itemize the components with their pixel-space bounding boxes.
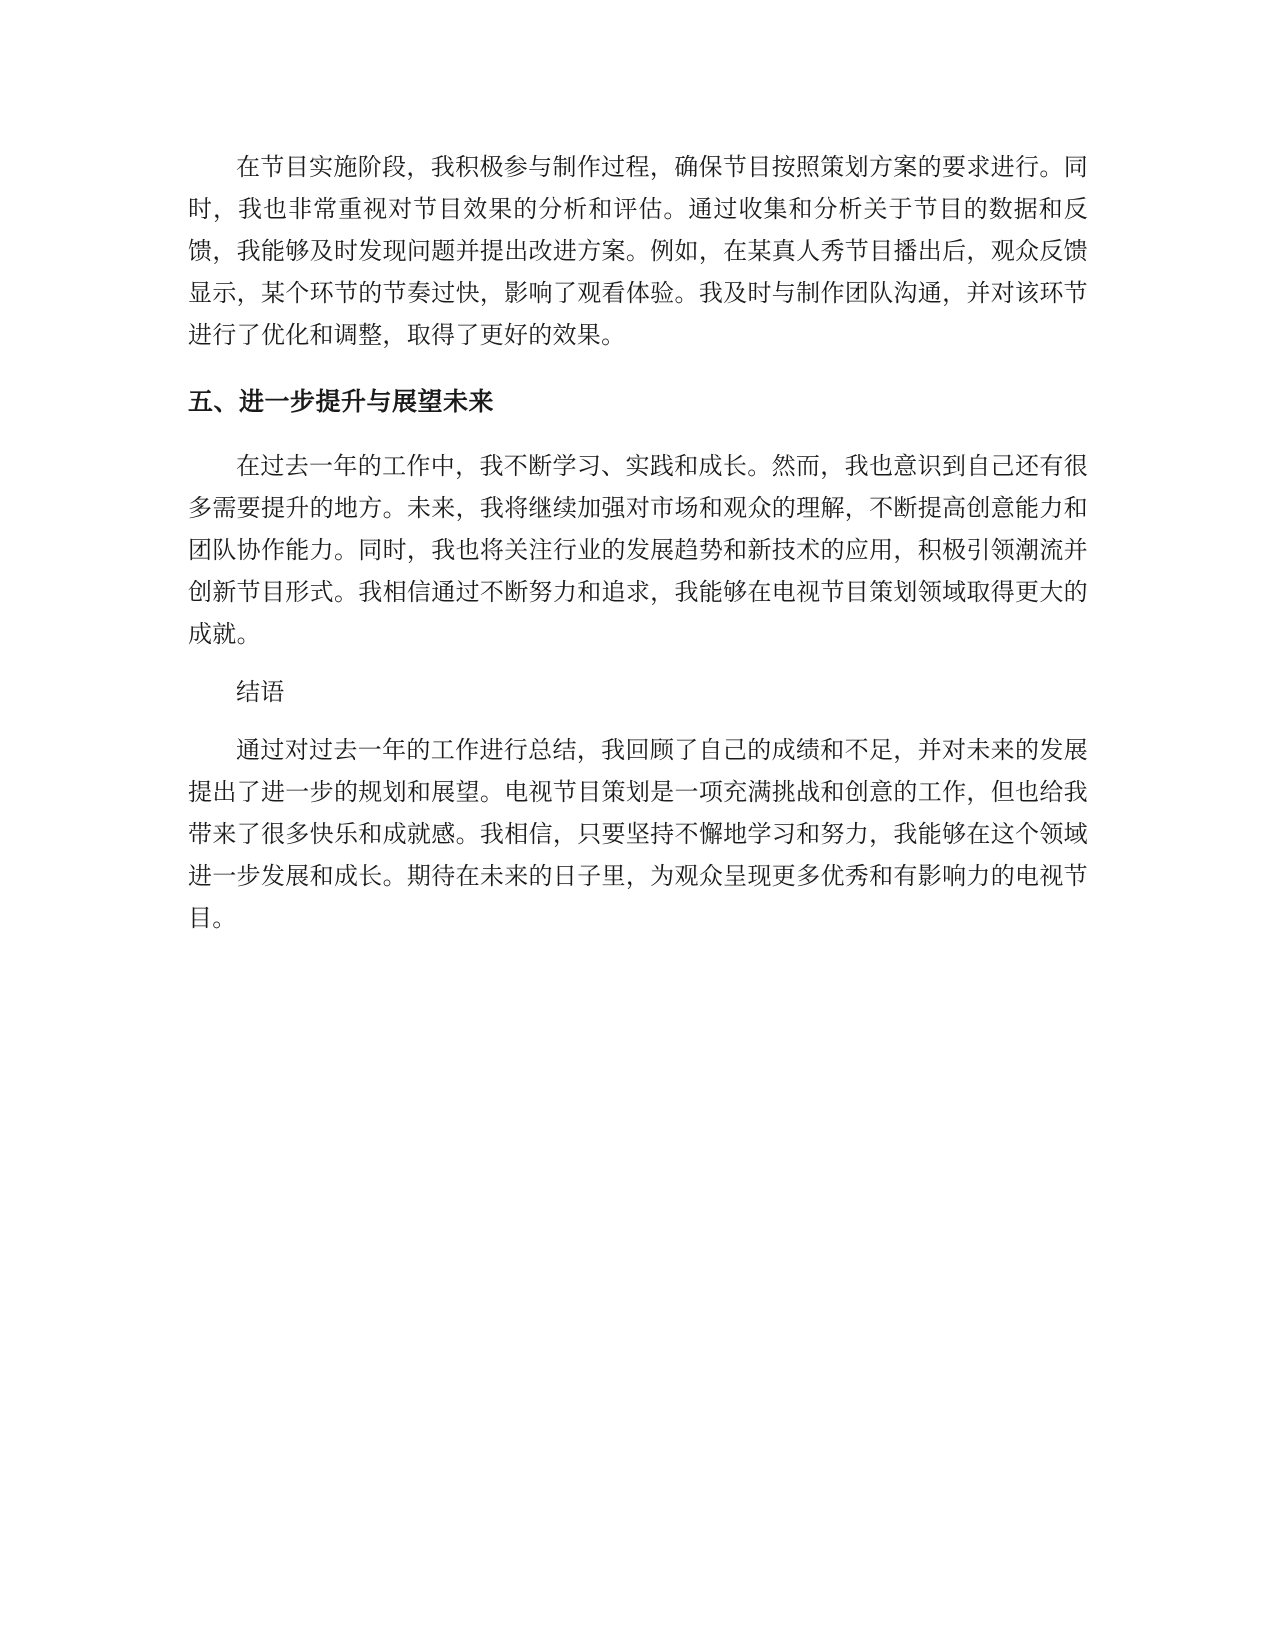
paragraph-implementation: 在节目实施阶段，我积极参与制作过程，确保节目按照策划方案的要求进行。同时，我也非常重视对节目效果的分析和评估。通过收集和分析关于节目的数据和反馈，我能够及时发现问题并提出改进方案。例如，在某真人秀节目播出后，观众反馈显示，某个环节的节奏过快，影响了观看体验。我及时与制作团队沟通，并对该环节进行了优化和调整，取得了更好的效果。 [188, 153, 1088, 349]
paragraph-conclusion: 通过对过去一年的工作进行总结，我回顾了自己的成绩和不足，并对未来的发展提出了进一步的规划和展望。电视节目策划是一项充满挑战和创意的工作，但也给我带来了很多快乐和成就感。我相信，只要坚持不懈地学习和努力，我能够在这个领域进一步发展和成长。期待在未来的日子里，为观众呈现更多优秀和有影响力的电视节目。 [188, 736, 1088, 932]
document-page [188, 146, 1088, 939]
conclusion-label: 结语 [236, 678, 285, 706]
paragraph-outlook: 在过去一年的工作中，我不断学习、实践和成长。然而，我也意识到自己还有很多需要提升的地方。未来，我将继续加强对市场和观众的理解，不断提高创意能力和团队协作能力。同时，我也将关注行业的发展趋势和新技术的应用，积极引领潮流并创新节目形式。我相信通过不断努力和追求，我能够在电视节目策划领域取得更大的成就。 [188, 452, 1088, 648]
section-five-heading: 五、进一步提升与展望未来 [188, 387, 495, 416]
